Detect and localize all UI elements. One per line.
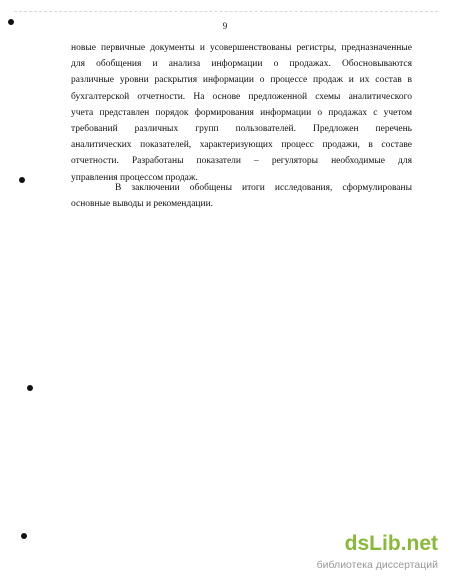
text-line: управления процессом продаж. <box>71 172 198 183</box>
text-line: аналитических показателей, характеризующих процесс продажи, в составе <box>71 140 412 151</box>
text-line: новые первичные документы и усовершенствованы регистры, предназначенные <box>71 43 412 53</box>
watermark-logo: dsLib.net <box>344 532 438 555</box>
text-line: требований различных групп пользователей. Предложен перечень <box>71 124 412 135</box>
page-top-edge <box>14 11 438 12</box>
text-line: различные уровни раскрытия информации о процессе продаж и их состав в <box>71 75 412 86</box>
page-number: 9 <box>222 21 228 31</box>
dslib-watermark <box>303 532 438 574</box>
text-line: бухгалтерской отчетности. На основе предложенной схемы аналитического <box>71 91 412 102</box>
paragraph-2 <box>71 180 412 212</box>
binding-mark <box>21 533 27 539</box>
text-line: В заключении обобщены итоги исследования, сформулированы <box>115 183 412 193</box>
text-line: учета представлен порядок формирования информации о продажах с учетом <box>71 107 412 118</box>
watermark-subtitle: библиотека диссертаций <box>316 559 438 571</box>
paragraph-1 <box>71 40 412 186</box>
text-line: отчетности. Разработаны показатели – регуляторы необходимые для <box>71 156 412 167</box>
binding-mark <box>8 19 14 25</box>
binding-mark <box>19 177 25 183</box>
binding-mark <box>27 385 33 391</box>
text-line: основные выводы и рекомендации. <box>71 199 214 210</box>
text-line: для обобщения и анализа информации о продажах. Обосновываются <box>71 59 412 70</box>
